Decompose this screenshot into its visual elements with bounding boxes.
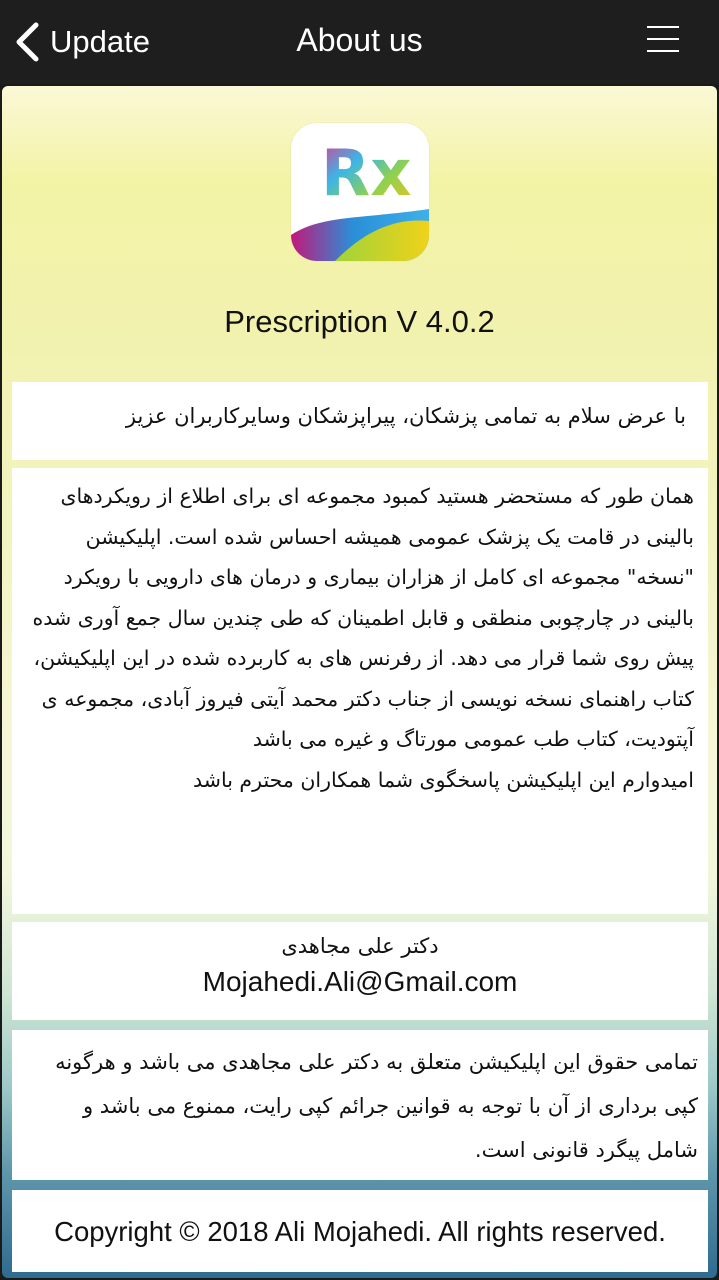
author-name: دکتر علی مجاهدی bbox=[281, 934, 439, 958]
app-logo bbox=[291, 123, 429, 261]
back-button-label: Update bbox=[50, 24, 150, 59]
copyright-card bbox=[12, 1190, 708, 1272]
greeting-text: با عرض سلام به تمامی پزشکان، پیراپزشکان وسایرکاربران عزیز bbox=[125, 404, 686, 428]
hamburger-menu-icon bbox=[647, 26, 679, 28]
page-title: About us bbox=[296, 22, 423, 58]
rx-logo-text: Rx bbox=[321, 137, 412, 211]
author-card bbox=[12, 922, 708, 1020]
top-navigation-bar bbox=[0, 0, 719, 84]
copyright-text: Copyright © 2018 Ali Mojahedi. All rights reserved. bbox=[54, 1216, 666, 1247]
menu-button[interactable] bbox=[647, 26, 681, 54]
app-version: Prescription V 4.0.2 bbox=[224, 304, 495, 339]
description-card bbox=[12, 468, 708, 914]
author-email-link[interactable]: Mojahedi.Ali@Gmail.com bbox=[202, 966, 518, 997]
about-content bbox=[2, 86, 717, 1278]
rights-card bbox=[12, 1030, 708, 1180]
description-closing: امیدوارم این اپلیکیشن پاسخگوی شما همکاران محترم باشد bbox=[193, 767, 694, 792]
rights-text: تمامی حقوق این اپلیکیشن متعلق به دکتر علی مجاهدی می باشد و هرگونه کپی برداری از آن با توجه به قوانین جرائم کپی رایت، ممنوع می باشد و شامل پیگرد قانونی است. bbox=[55, 1050, 698, 1162]
description-paragraph: همان طور که مستحضر هستید کمبود مجموعه ای برای اطلاع از رویکردهای بالینی در قامت یک پزشک عمومی همیشه احساس شده است. اپلیکیشن "نسخه" مجموعه ای کامل از هزاران بیماری و درمان های دارویی با رویکرد بالینی در چارچوبی منطقی و قابل اطمینان که طی چندین سال جمع آوری شده پیش روی شما قرار می دهد. از رفرنس های به کاربرده شده در این اپلیکیشن، کتاب راهنمای نسخه نویسی از جناب دکتر محمد آیتی فیروز آبادی، مجموعه ی آپتودیت، کتاب طب عمومی مورتاگ و غیره می باشد bbox=[32, 484, 694, 751]
greeting-card bbox=[12, 382, 708, 460]
